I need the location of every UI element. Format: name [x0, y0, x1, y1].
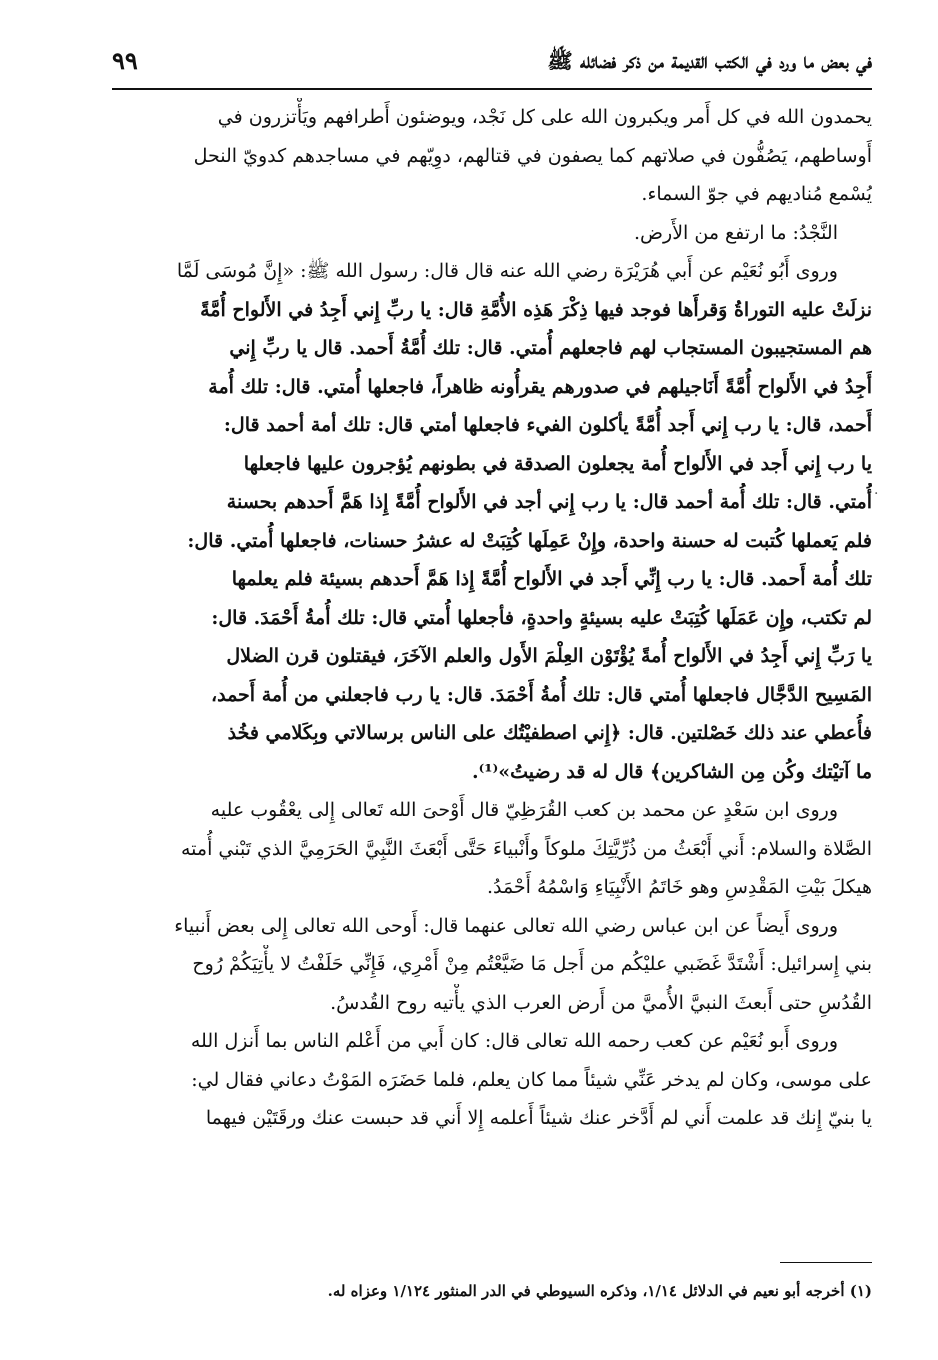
text-line: يا رب إِني أَجد في الأَلواح أُمة يجعلون الصدقة في بطونهم يُؤجرون عليها فاجعلها [243, 452, 872, 475]
text-line: النَّجْدُ: ما ارتفع من الأَرض. [634, 221, 838, 244]
text-line: أَجِدُ في الأَلواح أُمَّةً أَنَاجيلهم في صدورهم يقرأُونه ظاهراً، فاجعلها أُمتي. قال: تلك أُمة [208, 375, 872, 398]
text-line: هيكلَ بَيْتِ المَقْدِسِ وهو خَاتَمُ الأَنْبِيَاءِ وَاسْمُهُ أَحْمَدُ. [486, 876, 872, 898]
text-line: أَحمد، قال: يا رب إِني أَجد أُمَّةً يأكلون الفيء فاجعلها أمتي قال: تلك أمة أحمد قال: [223, 414, 872, 436]
margin-mark: · [874, 486, 879, 502]
page-number: ٩٩ [112, 46, 138, 75]
footnote-rule [780, 1262, 872, 1263]
text-line: أَوساطهم، يَصُفُّون في صلاتهم كما يصفون في قتالهم، دوِيّهم في مساجدهم كدويّ النحل [193, 144, 872, 167]
text-line: الصَّلاة والسلام: أَني أَبْعَثُ من ذُرِّيَّتِكَ ملوكاً وأَنْبياءَ حَتَّى أَبْعَثَ النَّبِيَّ الحَرَمِيَّ الذي تَبْني أُمته [180, 837, 872, 860]
footnote: (١) أخرجه أبو نعيم في الدلائل ١/١٤، وذكره السيوطي في الدر المنثور ١/١٢٤ وعزاه له. [327, 1282, 872, 1300]
text-line: يحمدون الله في كل أَمر ويكبرون الله على كل نَجْد، ويوضئون أَطرافهم ويَأْتزرون في [217, 106, 872, 128]
text-line: فلم يَعملها كُتبت له حسنة واحدة، وإِنْ عَمِلَها كُتِبَتْ له عشرُ حسنات، فاجعلها أُمتي. قال: [187, 529, 872, 552]
text-line: وروى ابن سَعْدٍ عن محمد بن كعب القُرَظِيّ قال أَوْحىَ الله تَعالى إِلى يعْقُوب عليه [210, 799, 838, 821]
text-line: هم المستجيبون المستجاب لهم فاجعلهم أُمتي. قال: تلك أُمَّةُ أَحمد. قال يا ربِّ إِني [229, 337, 872, 359]
header-rule [112, 88, 872, 90]
text-line: وروى أَيضاً عن ابن عباس رضي الله تعالى عنهما قال: أَوحى الله تعالى إِلى بعض أَنبياء [174, 914, 838, 937]
text-line: نزلَتْ عليه التوراةُ وَقرأَها فوجد فيها ذِكْرَ هَذِه الأُمَّةِ قال: يا ربِّ إِني أَجِدُ في الأَلواح أُمَّةً [200, 298, 872, 321]
text-line: على موسى، وكان لم يدخر عَنِّي شيئاً مما كان يعلم، فلما حَضَرَه المَوْتُ دعاني فقال لي: [191, 1068, 872, 1091]
text-line: لم تكتب، وإِن عَمَلَها كُتِبَتْ عليه بسيئةٍ واحدةٍ، فأجعلها أُمتي قال: تلك أُمةُ أَحْمَدَ. قال: [211, 606, 872, 629]
text-line: وروى أَبُو نُعَيْم عن أَبي هُرَيْرَة رضي الله عنه قال قال: رسول الله ﷺ: «إِنَّ مُوسَى لَمَّا [176, 260, 838, 282]
text-line: ما آتيْتك وكُن مِن الشاكرين﴾ قال له قد رضيتُ»⁽¹⁾. [471, 760, 872, 783]
text-line: يُسْمع مُناديهم في جوّ السماء. [641, 183, 872, 205]
text-line: يا بنيّ إِنك قد علمت أَني لم أَدَّخر عنك شيئاً أَعلمه إِلا أَني قد حبست عنك ورقَتَيْن فيهما [205, 1107, 872, 1129]
text-line: المَسِيح الدَّجَّال فاجعلها أُمتي قال: تلك أُمةُ أَحْمَدَ. قال: يا رب فاجعلني من أُمة أَحمد، [210, 683, 872, 706]
text-line: أُمتي. قال: تلك أُمة أحمد قال: يا رب إِني أجد في الأَلواح أُمَّةً إِذا هَمَّ أَحدهم بحسنة [226, 491, 872, 513]
text-line: فأُعطي عند ذلك خَصْلتين. قال: ﴿إِني اصطفيْتُك على الناس برسالاتي وبِكَلامي فخُذ [227, 722, 872, 744]
text-line: القُدُسِ حتى أَبعثَ النبيَّ الأُميَّ من أَرض العرب الذي يأْتيه روح القُدسُ. [330, 991, 872, 1014]
text-line: تلك أُمة أَحمد. قال: يا رب إِنِّي أَجد في الأَلواح أُمَّةً إِذا هَمَّ أَحدهم بسيئة فلم يعلمها [231, 568, 872, 590]
text-line: يا رَبِّ إِني أَجِدُ في الأَلواح أُمةً يُؤْتَوْن العِلْمَ الأَول والعلم الآخَرَ، فيقتلون قرن الضلال [226, 645, 872, 667]
running-title: في بعض ما ورد في الكتب القديمة من ذكر فضائله ﷺ [547, 48, 872, 73]
text-line: بني إِسرائيل: أَشْتَدَّ غَضَبي عليْكُم من أَجل مَا ضَيَّعْتُم مِنْ أَمْرِي، فَإِنِّي حَلَفْتُ لا يأْتِيَكُمْ رُوح [192, 953, 872, 975]
text-line: وروى أَبو نُعَيْم عن كعب رحمه الله تعالى قال: كان أَبي من أَعْلم الناس بما أَنزل الله [190, 1030, 838, 1052]
body-text [112, 98, 872, 1138]
running-header [112, 38, 872, 88]
